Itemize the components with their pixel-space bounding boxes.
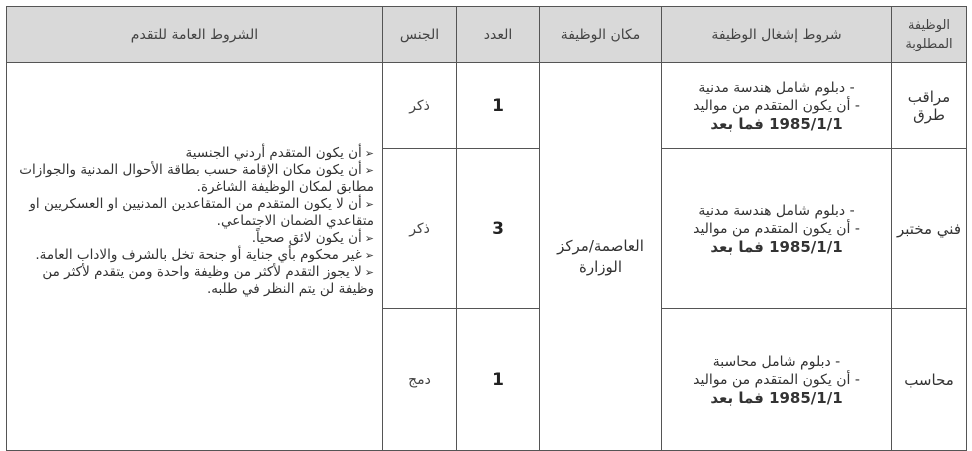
job-conditions: [662, 63, 892, 149]
condition-line: - أن يكون المتقدم من مواليد: [693, 97, 860, 114]
header-job: الوظيفة المطلوبة: [892, 7, 967, 63]
condition-line: - دبلوم شامل محاسبة: [712, 353, 841, 370]
arrow-bullet-icon: ➢: [364, 266, 374, 279]
header-conditions: شروط إشغال الوظيفة: [662, 7, 892, 63]
general-item: [13, 196, 374, 230]
job-count: 3: [457, 149, 540, 309]
general-item-text: أن يكون مكان الإقامة حسب بطاقة الأحوال المدنية والجوازات مطابق لمكان الوظيفة الشاغرة.: [19, 162, 374, 195]
arrow-bullet-icon: ➢: [364, 232, 374, 245]
general-item: [13, 264, 374, 298]
condition-line: - دبلوم شامل هندسة مدنية: [698, 202, 855, 219]
header-place: مكان الوظيفة: [540, 7, 662, 63]
jobs-table: [6, 6, 967, 451]
job-place: العاصمة/مركز الوزارة: [540, 63, 662, 451]
general-item: [13, 162, 374, 196]
job-count: 1: [457, 63, 540, 149]
header-general: الشروط العامة للتقدم: [7, 7, 383, 63]
table-row: [7, 63, 967, 149]
header-count: العدد: [457, 7, 540, 63]
job-title: محاسب: [892, 309, 967, 451]
job-title: فني مختبر: [892, 149, 967, 309]
job-gender: ذكر: [383, 149, 457, 309]
general-item: [13, 230, 374, 247]
header-gender: الجنس: [383, 7, 457, 63]
general-item-text: لا يجوز التقدم لأكثر من وظيفة واحدة ومن يتقدم لأكثر من وظيفة لن يتم النظر في طلبه.: [42, 264, 374, 297]
condition-line: - أن يكون المتقدم من مواليد: [693, 371, 860, 388]
general-item: [13, 247, 374, 264]
job-gender: دمج: [383, 309, 457, 451]
general-conditions: [7, 63, 383, 451]
job-conditions: [662, 149, 892, 309]
job-gender: ذكر: [383, 63, 457, 149]
condition-line: 1985/1/1 فما بعد: [710, 237, 843, 256]
arrow-bullet-icon: ➢: [364, 164, 374, 177]
header-row: [7, 7, 967, 63]
arrow-bullet-icon: ➢: [364, 249, 374, 262]
job-title: مراقب طرق: [892, 63, 967, 149]
condition-line: - أن يكون المتقدم من مواليد: [693, 220, 860, 237]
condition-line: - دبلوم شامل هندسة مدنية: [698, 79, 855, 96]
arrow-bullet-icon: ➢: [364, 147, 374, 160]
job-conditions: [662, 309, 892, 451]
arrow-bullet-icon: ➢: [364, 198, 374, 211]
general-item-text: أن يكون لائق صحياً.: [251, 230, 362, 246]
general-item: [13, 145, 374, 162]
job-count: 1: [457, 309, 540, 451]
general-item-text: أن لا يكون المتقدم من المتقاعدين المدنيين او العسكريين او متقاعدي الضمان الاجتماعي.: [29, 196, 374, 229]
general-item-text: أن يكون المتقدم أردني الجنسية: [185, 145, 362, 161]
general-item-text: غير محكوم بأي جناية أو جنحة تخل بالشرف والاداب العامة.: [35, 247, 362, 263]
condition-line: 1985/1/1 فما بعد: [710, 388, 843, 407]
condition-line: 1985/1/1 فما بعد: [710, 114, 843, 133]
